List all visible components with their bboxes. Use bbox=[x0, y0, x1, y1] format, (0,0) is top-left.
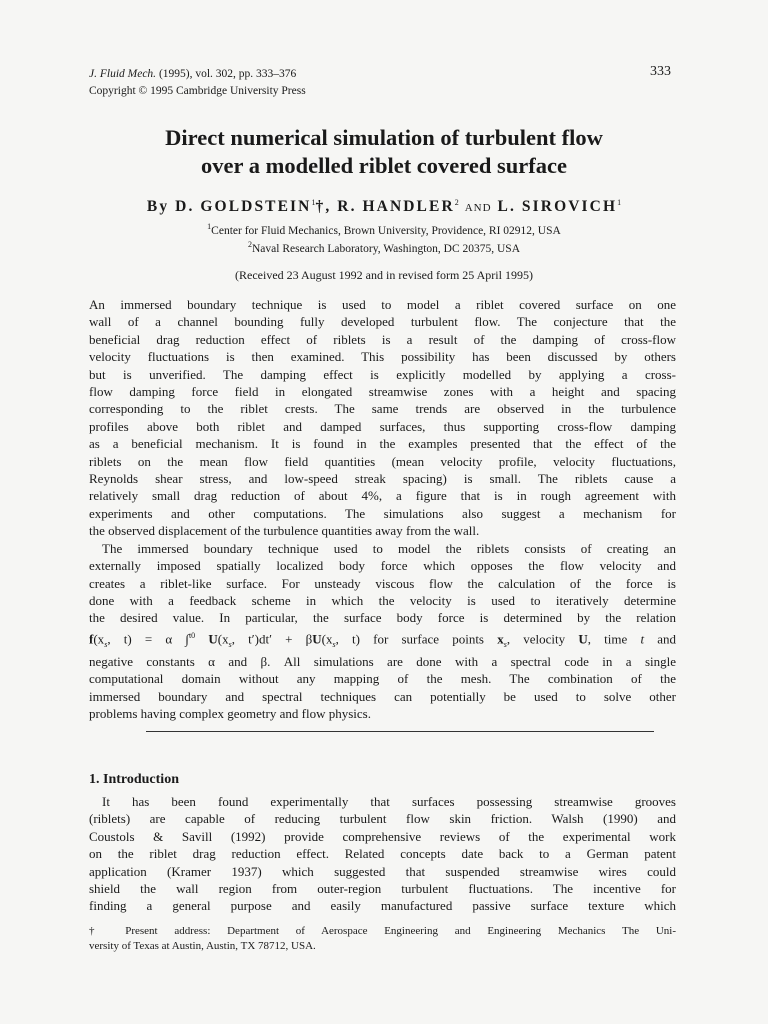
author-goldstein-mark: †, bbox=[315, 198, 332, 216]
affiliation-2 bbox=[60, 240, 708, 255]
abstract-line: velocity fluctuations is then examined. This possibility has been discussed by others bbox=[89, 349, 676, 365]
abstract-line: the desired value. In particular, the surface body force is determined by the relation bbox=[89, 610, 676, 626]
introduction-paragraph bbox=[89, 793, 676, 915]
abstract-line: done with a feedback scheme in which the velocity is used to iteratively determine bbox=[89, 592, 676, 608]
author-by: By bbox=[146, 198, 170, 216]
eq-sub-s: s bbox=[503, 639, 507, 649]
author-line bbox=[60, 198, 708, 216]
intro-line: Coustols & Savill (1992) provide comprehensive reviews of the experimental work bbox=[89, 828, 676, 844]
intro-line: shield the wall region from outer-region turbulent fluctuations. The incentive for bbox=[89, 881, 676, 897]
section-divider bbox=[146, 731, 654, 732]
abstract-line: as a beneficial mechanism. It is found in the examples presented that the effect of the bbox=[89, 436, 676, 452]
eq-sub-s: s bbox=[332, 639, 336, 649]
abstract-line: but is unverified. The damping effect is explicitly modelled by applying a cross- bbox=[89, 366, 676, 382]
received-dates: (Received 23 August 1992 and in revised form 25 April 1995) bbox=[235, 268, 533, 282]
section-heading-introduction: 1. Introduction bbox=[89, 772, 179, 787]
footnote-line: † Present address: Department of Aerospace Engineering and Engineering Mechanics The Uni- bbox=[89, 925, 676, 937]
abstract-line: negative constants α and β. All simulations are done with a spectral code in a single bbox=[89, 654, 676, 670]
intro-line: (riblets) are capable of reducing turbulent flow skin friction. Walsh (1990) and bbox=[89, 811, 676, 827]
abstract bbox=[89, 296, 676, 723]
author-handler: R. HANDLER bbox=[337, 198, 455, 216]
paper-title bbox=[60, 124, 708, 180]
author-handler-affil: 2 bbox=[454, 198, 459, 207]
abstract-line: An immersed boundary technique is used to model a riblet covered surface on one bbox=[89, 297, 676, 312]
eq-U1-rest: , t′)dt′ + β bbox=[231, 631, 313, 647]
author-sirovich: L. SIROVICH bbox=[497, 198, 618, 216]
abstract-paragraph-2 bbox=[89, 540, 676, 723]
running-header bbox=[89, 66, 306, 99]
eq-integral: , t) = α ∫ bbox=[107, 631, 189, 647]
abstract-line: beneficial drag reduction effect of riblets is a result of the damping of cross-flow bbox=[89, 331, 676, 347]
title-line-2: over a modelled riblet covered surface bbox=[201, 153, 567, 178]
copyright-line: Copyright © 1995 Cambridge University Press bbox=[89, 84, 306, 97]
citation-line bbox=[89, 66, 306, 83]
eq-time: , time bbox=[587, 631, 628, 647]
author-and: AND bbox=[464, 202, 492, 215]
abstract-line: problems having complex geometry and flow physics. bbox=[89, 706, 371, 722]
page-number: 333 bbox=[650, 64, 671, 79]
eq-sub-s: s bbox=[228, 639, 232, 649]
abstract-paragraph-1 bbox=[89, 296, 676, 540]
affiliation-1-text: Center for Fluid Mechanics, Brown University, Providence, RI 02912, USA bbox=[211, 224, 561, 237]
affiliation-1-marker: 1 bbox=[207, 222, 212, 231]
eq-f: f bbox=[89, 631, 94, 647]
abstract-line: wall of a channel bounding fully developed turbulent flow. The conjecture that the bbox=[89, 314, 676, 330]
affiliation-2-marker: 2 bbox=[248, 240, 252, 249]
abstract-line: computational domain without any mapping of the mesh. The combination of the bbox=[89, 671, 676, 687]
intro-line: It has been found experimentally that surfaces possessing streamwise grooves bbox=[102, 794, 676, 809]
abstract-line: riblets on the mean flow field quantities (mean velocity profile, velocity fluctuations, bbox=[89, 453, 676, 469]
author-sirovich-affil: 1 bbox=[617, 198, 622, 207]
affiliation-1 bbox=[60, 222, 708, 237]
affiliation-2-text: Naval Research Laboratory, Washington, DC 20375, USA bbox=[252, 242, 520, 255]
eq-U2: U bbox=[312, 631, 322, 647]
abstract-line: creates a riblet-like surface. For unsteady viscous flow the calculation of the force is bbox=[89, 575, 676, 591]
citation-details: (1995), vol. 302, pp. 333–376 bbox=[158, 68, 297, 80]
eq-U1: U bbox=[208, 631, 218, 647]
abstract-line: corresponding to the riblet crests. The same trends are observed in the turbulence bbox=[89, 401, 676, 417]
eq-U2-args: (x bbox=[321, 631, 333, 647]
abstract-line: the observed displacement of the turbulence quantities away from the wall. bbox=[89, 523, 480, 539]
abstract-line: The immersed boundary technique used to model the riblets consists of creating an bbox=[102, 540, 676, 556]
eq-U3: U bbox=[578, 631, 588, 647]
equation-line bbox=[89, 627, 676, 653]
intro-line: finding a general purpose and easily manufactured passive surface texture which bbox=[89, 898, 676, 914]
journal-name: J. Fluid Mech. bbox=[89, 68, 157, 80]
abstract-line: profiles above both riblet and damped surfaces, thus supporting cross-flow damping bbox=[89, 418, 676, 434]
intro-line: application (Kramer 1937) which suggested that suspended streamwise wires could bbox=[89, 863, 676, 879]
eq-xs-rest: , velocity bbox=[506, 631, 566, 647]
eq-U2-rest: , t) for surface points bbox=[335, 631, 484, 647]
eq-U1-args: (x bbox=[217, 631, 229, 647]
author-goldstein: D. GOLDSTEIN bbox=[175, 198, 312, 216]
footnote bbox=[89, 924, 676, 954]
eq-f-args: (x bbox=[93, 631, 105, 647]
abstract-line: immersed boundary and spectral techniques can potentially be used to solve other bbox=[89, 688, 676, 704]
eq-and: and bbox=[657, 631, 677, 647]
footnote-line: versity of Texas at Austin, Austin, TX 78712, USA. bbox=[89, 940, 316, 952]
abstract-line: relatively small drag reduction of about 4%, a figure that is in rough agreement with bbox=[89, 488, 676, 504]
intro-line: on the riblet drag reduction effect. Related concepts date back to a German patent bbox=[89, 846, 676, 862]
title-line-1: Direct numerical simulation of turbulent flow bbox=[165, 125, 603, 150]
eq-t: t bbox=[640, 631, 645, 647]
eq-xs: x bbox=[497, 631, 504, 647]
abstract-line: experiments and other computations. The simulations also suggest a mechanism for bbox=[89, 505, 676, 521]
eq-integral-limits: t0 bbox=[188, 630, 196, 640]
abstract-line: Reynolds shear stress, and low-speed streak spacing) is small. The riblets cause a bbox=[89, 471, 676, 487]
abstract-line: externally imposed spatially localized body force which opposes the flow velocity and bbox=[89, 558, 676, 574]
eq-sub-s: s bbox=[104, 639, 108, 649]
abstract-line: flow damping force field in elongated streamwise zones with a height and spacing bbox=[89, 384, 676, 400]
author-goldstein-affil: 1 bbox=[311, 198, 316, 207]
